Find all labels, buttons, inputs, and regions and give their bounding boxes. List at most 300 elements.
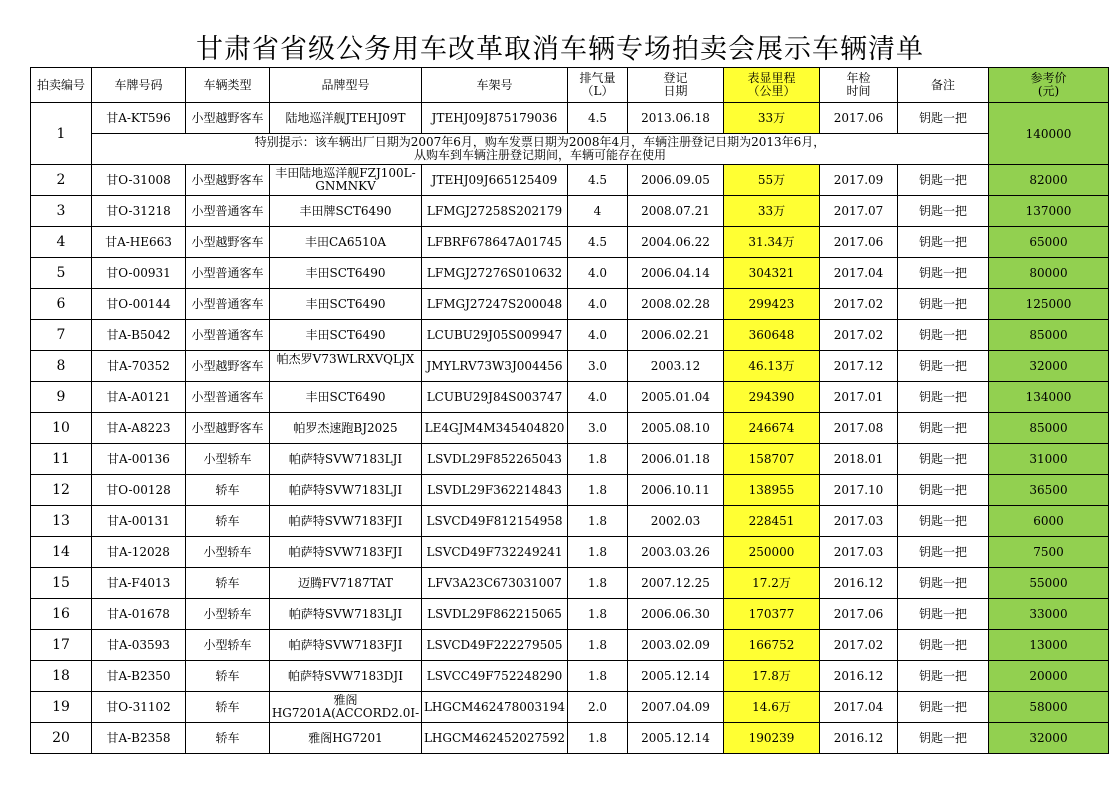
cell-vin: LFBRF678647A01745 <box>422 227 568 258</box>
cell-model <box>270 444 422 475</box>
cell-type-text: 小型普通客车 <box>191 328 264 342</box>
cell-plate: 甘A-01678 <box>92 599 186 630</box>
cell-mile: 299423 <box>724 289 820 320</box>
cell-price: 55000 <box>989 568 1109 599</box>
cell-model <box>270 103 422 134</box>
cell-vin: LSVDL29F362214843 <box>422 475 568 506</box>
cell-plate: 甘O-31008 <box>92 165 186 196</box>
cell-type <box>186 630 270 661</box>
cell-vin: LHGCM462452027592 <box>422 723 568 754</box>
cell-no: 9 <box>31 382 92 413</box>
cell-vin: LFV3A23C673031007 <box>422 568 568 599</box>
cell-model-text: 帕萨特SVW7183LJI <box>288 452 403 466</box>
cell-type-text: 小型越野客车 <box>191 173 264 187</box>
cell-type <box>186 289 270 320</box>
table-row <box>31 475 1109 506</box>
header-model: 品牌型号 <box>270 68 422 103</box>
cell-model <box>270 258 422 289</box>
cell-type-text: 轿车 <box>215 483 240 497</box>
cell-plate: 甘O-31218 <box>92 196 186 227</box>
cell-price: 32000 <box>989 351 1109 382</box>
cell-note: 钥匙一把 <box>898 382 989 413</box>
header-displacement <box>568 68 628 103</box>
cell-reg: 2006.04.14 <box>628 258 724 289</box>
cell-disp: 1.8 <box>568 568 628 599</box>
cell-no: 4 <box>31 227 92 258</box>
cell-plate: 甘A-00136 <box>92 444 186 475</box>
cell-plate: 甘A-HE663 <box>92 227 186 258</box>
cell-disp: 4.0 <box>568 320 628 351</box>
cell-disp: 3.0 <box>568 351 628 382</box>
cell-model <box>270 413 422 444</box>
cell-note: 钥匙一把 <box>898 196 989 227</box>
table-row <box>31 723 1109 754</box>
cell-price: 137000 <box>989 196 1109 227</box>
notice-cell <box>92 134 989 165</box>
header-price-l2: (元) <box>1037 84 1060 98</box>
cell-vin: LFMGJ27258S202179 <box>422 196 568 227</box>
cell-reg: 2005.12.14 <box>628 723 724 754</box>
cell-reg: 2006.06.30 <box>628 599 724 630</box>
cell-vin: LSVCD49F812154958 <box>422 506 568 537</box>
header-inspection-l1: 年检 <box>846 71 871 85</box>
cell-reg: 2008.02.28 <box>628 289 724 320</box>
cell-type <box>186 351 270 382</box>
cell-note: 钥匙一把 <box>898 351 989 382</box>
cell-model-text: 帕萨特SVW7183LJI <box>288 607 403 621</box>
cell-note: 钥匙一把 <box>898 599 989 630</box>
cell-plate: 甘A-B2350 <box>92 661 186 692</box>
cell-type <box>186 382 270 413</box>
cell-type-text: 轿车 <box>215 731 240 745</box>
cell-no: 15 <box>31 568 92 599</box>
cell-type-text: 小型轿车 <box>203 545 252 559</box>
cell-mile: 228451 <box>724 506 820 537</box>
cell-type <box>186 506 270 537</box>
cell-reg: 2005.12.14 <box>628 661 724 692</box>
cell-no: 2 <box>31 165 92 196</box>
cell-mile: 138955 <box>724 475 820 506</box>
cell-type <box>186 568 270 599</box>
table-row <box>31 506 1109 537</box>
cell-note: 钥匙一把 <box>898 506 989 537</box>
cell-model <box>270 661 422 692</box>
cell-mile: 304321 <box>724 258 820 289</box>
cell-note: 钥匙一把 <box>898 630 989 661</box>
cell-type <box>186 413 270 444</box>
cell-reg: 2006.02.21 <box>628 320 724 351</box>
cell-vin: LCUBU29J05S009947 <box>422 320 568 351</box>
cell-plate: 甘A-KT596 <box>92 103 186 134</box>
cell-type-text: 小型普通客车 <box>191 204 264 218</box>
cell-insp: 2017.07 <box>820 196 898 227</box>
cell-disp: 4.0 <box>568 258 628 289</box>
table-row <box>31 382 1109 413</box>
cell-mile: 55万 <box>724 165 820 196</box>
cell-model <box>270 506 422 537</box>
cell-vin: LFMGJ27247S200048 <box>422 289 568 320</box>
cell-reg: 2006.01.18 <box>628 444 724 475</box>
cell-reg: 2006.09.05 <box>628 165 724 196</box>
table-row <box>31 630 1109 661</box>
header-price-l1: 参考价 <box>1030 71 1067 85</box>
header-note: 备注 <box>898 68 989 103</box>
cell-model <box>270 692 422 723</box>
cell-mile: 250000 <box>724 537 820 568</box>
notice-line-2: 从购车到车辆注册登记期间，车辆可能存在使用 <box>413 148 666 162</box>
cell-disp: 1.8 <box>568 506 628 537</box>
cell-disp: 4.5 <box>568 227 628 258</box>
cell-model <box>270 227 422 258</box>
cell-model-text: 帕萨特SVW7183DJI <box>288 669 403 683</box>
header-lot: 拍卖编号 <box>31 68 92 103</box>
cell-plate: 甘A-A8223 <box>92 413 186 444</box>
cell-type-text: 小型越野客车 <box>191 235 264 249</box>
cell-type-text: 小型越野客车 <box>191 111 264 125</box>
cell-plate: 甘O-00144 <box>92 289 186 320</box>
cell-model <box>270 196 422 227</box>
header-inspection-l2: 时间 <box>846 84 871 98</box>
cell-reg: 2003.02.09 <box>628 630 724 661</box>
cell-mile: 31.34万 <box>724 227 820 258</box>
cell-insp: 2017.06 <box>820 599 898 630</box>
cell-plate: 甘A-A0121 <box>92 382 186 413</box>
cell-insp: 2017.02 <box>820 630 898 661</box>
cell-reg: 2002.03 <box>628 506 724 537</box>
cell-plate: 甘A-12028 <box>92 537 186 568</box>
header-mileage <box>724 68 820 103</box>
cell-vin: LSVCD49F732249241 <box>422 537 568 568</box>
table-row <box>31 227 1109 258</box>
table-row <box>31 351 1109 382</box>
cell-note: 钥匙一把 <box>898 413 989 444</box>
cell-no: 18 <box>31 661 92 692</box>
table-row <box>31 196 1109 227</box>
cell-note: 钥匙一把 <box>898 227 989 258</box>
header-plate: 车牌号码 <box>92 68 186 103</box>
cell-note: 钥匙一把 <box>898 320 989 351</box>
cell-model-text: 帕萨特SVW7183FJI <box>288 638 403 652</box>
cell-model <box>270 723 422 754</box>
cell-reg: 2013.06.18 <box>628 103 724 134</box>
cell-model-text: 帕杰罗V73WLRXVQLJX <box>276 353 415 366</box>
cell-note: 钥匙一把 <box>898 568 989 599</box>
table-row <box>31 103 1109 134</box>
cell-insp: 2016.12 <box>820 723 898 754</box>
cell-type-text: 轿车 <box>215 669 240 683</box>
cell-price: 33000 <box>989 599 1109 630</box>
cell-plate: 甘O-00931 <box>92 258 186 289</box>
cell-price: 58000 <box>989 692 1109 723</box>
cell-model <box>270 630 422 661</box>
cell-type <box>186 320 270 351</box>
cell-price: 85000 <box>989 413 1109 444</box>
cell-reg: 2007.04.09 <box>628 692 724 723</box>
cell-no: 14 <box>31 537 92 568</box>
cell-no: 10 <box>31 413 92 444</box>
cell-model-text: 帕罗杰速跑BJ2025 <box>293 421 398 435</box>
cell-model-text: 帕萨特SVW7183FJI <box>288 514 403 528</box>
header-mileage-l2: （公里） <box>747 84 796 98</box>
cell-vin: LCUBU29J84S003747 <box>422 382 568 413</box>
cell-model <box>270 382 422 413</box>
cell-mile: 17.8万 <box>724 661 820 692</box>
table-row <box>31 568 1109 599</box>
cell-reg: 2003.12 <box>628 351 724 382</box>
cell-price: 134000 <box>989 382 1109 413</box>
cell-reg: 2005.01.04 <box>628 382 724 413</box>
cell-disp: 1.8 <box>568 661 628 692</box>
cell-model-text: 帕萨特SVW7183FJI <box>288 545 403 559</box>
cell-type <box>186 692 270 723</box>
cell-type <box>186 661 270 692</box>
cell-no: 16 <box>31 599 92 630</box>
cell-price: 13000 <box>989 630 1109 661</box>
cell-type <box>186 227 270 258</box>
cell-note: 钥匙一把 <box>898 444 989 475</box>
cell-model <box>270 537 422 568</box>
table-row <box>31 413 1109 444</box>
vehicle-table <box>30 67 1109 754</box>
cell-type-text: 小型轿车 <box>203 607 252 621</box>
header-displacement-l1: 排气量 <box>579 71 616 85</box>
cell-type-text: 小型越野客车 <box>191 421 264 435</box>
cell-insp: 2017.04 <box>820 258 898 289</box>
cell-model-text: 丰田SCT6490 <box>305 390 386 404</box>
cell-model-text: 雅阁HG7201 <box>308 731 383 745</box>
cell-vin: LSVDL29F852265043 <box>422 444 568 475</box>
header-type: 车辆类型 <box>186 68 270 103</box>
cell-type-text: 小型轿车 <box>203 452 252 466</box>
cell-disp: 4.5 <box>568 165 628 196</box>
cell-price: 31000 <box>989 444 1109 475</box>
cell-plate: 甘A-B5042 <box>92 320 186 351</box>
cell-no: 19 <box>31 692 92 723</box>
cell-disp: 1.8 <box>568 723 628 754</box>
cell-mile: 190239 <box>724 723 820 754</box>
table-row <box>31 599 1109 630</box>
cell-price: 82000 <box>989 165 1109 196</box>
cell-insp: 2016.12 <box>820 661 898 692</box>
cell-disp: 2.0 <box>568 692 628 723</box>
cell-insp: 2018.01 <box>820 444 898 475</box>
cell-plate: 甘A-03593 <box>92 630 186 661</box>
cell-plate: 甘A-70352 <box>92 351 186 382</box>
cell-model <box>270 351 422 382</box>
cell-model <box>270 599 422 630</box>
table-row <box>31 258 1109 289</box>
cell-type-text: 小型普通客车 <box>191 390 264 404</box>
cell-plate: 甘A-00131 <box>92 506 186 537</box>
header-inspection <box>820 68 898 103</box>
cell-reg: 2004.06.22 <box>628 227 724 258</box>
cell-note: 钥匙一把 <box>898 289 989 320</box>
cell-insp: 2017.01 <box>820 382 898 413</box>
cell-mile: 14.6万 <box>724 692 820 723</box>
cell-reg: 2007.12.25 <box>628 568 724 599</box>
cell-price: 32000 <box>989 723 1109 754</box>
cell-disp: 1.8 <box>568 475 628 506</box>
cell-price: 20000 <box>989 661 1109 692</box>
cell-reg: 2005.08.10 <box>628 413 724 444</box>
cell-mile: 33万 <box>724 103 820 134</box>
cell-model-text: 丰田CA6510A <box>304 235 387 249</box>
cell-no: 13 <box>31 506 92 537</box>
cell-no: 17 <box>31 630 92 661</box>
cell-vin: JTEHJ09J875179036 <box>422 103 568 134</box>
cell-note: 钥匙一把 <box>898 692 989 723</box>
cell-disp: 3.0 <box>568 413 628 444</box>
cell-vin: LFMGJ27276S010632 <box>422 258 568 289</box>
cell-note: 钥匙一把 <box>898 475 989 506</box>
cell-insp: 2017.03 <box>820 506 898 537</box>
cell-plate: 甘A-B2358 <box>92 723 186 754</box>
cell-price: 65000 <box>989 227 1109 258</box>
cell-vin: LSVCC49F752248290 <box>422 661 568 692</box>
header-row <box>31 68 1109 103</box>
cell-vin: LSVDL29F862215065 <box>422 599 568 630</box>
cell-model <box>270 289 422 320</box>
cell-mile: 360648 <box>724 320 820 351</box>
cell-model <box>270 475 422 506</box>
cell-vin: JMYLRV73W3J004456 <box>422 351 568 382</box>
cell-insp: 2017.09 <box>820 165 898 196</box>
cell-reg: 2006.10.11 <box>628 475 724 506</box>
cell-disp: 1.8 <box>568 599 628 630</box>
cell-note: 钥匙一把 <box>898 723 989 754</box>
cell-plate: 甘A-F4013 <box>92 568 186 599</box>
cell-type-text: 小型普通客车 <box>191 266 264 280</box>
cell-model-text: 丰田SCT6490 <box>305 266 386 280</box>
cell-type <box>186 258 270 289</box>
cell-note: 钥匙一把 <box>898 165 989 196</box>
cell-model-text: 丰田陆地巡洋舰FZJ100L-GNMNKV <box>275 167 416 193</box>
cell-model-text: 迈腾FV7187TAT <box>298 576 393 590</box>
cell-type <box>186 537 270 568</box>
cell-model <box>270 165 422 196</box>
cell-type <box>186 103 270 134</box>
cell-no: 7 <box>31 320 92 351</box>
cell-disp: 1.8 <box>568 537 628 568</box>
cell-type <box>186 165 270 196</box>
header-price <box>989 68 1109 103</box>
cell-insp: 2017.03 <box>820 537 898 568</box>
cell-mile: 166752 <box>724 630 820 661</box>
cell-type <box>186 444 270 475</box>
cell-no: 12 <box>31 475 92 506</box>
cell-insp: 2017.02 <box>820 289 898 320</box>
cell-type-text: 轿车 <box>215 514 240 528</box>
cell-note: 钥匙一把 <box>898 661 989 692</box>
table-row <box>31 661 1109 692</box>
cell-type <box>186 475 270 506</box>
cell-no: 8 <box>31 351 92 382</box>
cell-model-text: 陆地巡洋舰JTEHJ09T <box>285 111 406 125</box>
cell-disp: 4.0 <box>568 382 628 413</box>
cell-insp: 2017.10 <box>820 475 898 506</box>
cell-price: 6000 <box>989 506 1109 537</box>
cell-vin: JTEHJ09J665125409 <box>422 165 568 196</box>
cell-model-text: 雅阁HG7201A(ACCORD2.0I- <box>271 694 420 720</box>
cell-mile: 158707 <box>724 444 820 475</box>
cell-disp: 1.8 <box>568 630 628 661</box>
cell-type <box>186 599 270 630</box>
cell-type-text: 轿车 <box>215 700 240 714</box>
cell-price: 125000 <box>989 289 1109 320</box>
cell-insp: 2016.12 <box>820 568 898 599</box>
cell-mile: 33万 <box>724 196 820 227</box>
cell-disp: 4 <box>568 196 628 227</box>
cell-price: 36500 <box>989 475 1109 506</box>
header-mileage-l1: 表显里程 <box>747 71 796 85</box>
cell-type-text: 小型普通客车 <box>191 297 264 311</box>
cell-model-text: 丰田SCT6490 <box>305 297 386 311</box>
cell-price: 7500 <box>989 537 1109 568</box>
cell-no: 1 <box>31 103 92 165</box>
cell-plate: 甘O-00128 <box>92 475 186 506</box>
cell-vin: LSVCD49F222279505 <box>422 630 568 661</box>
cell-mile: 294390 <box>724 382 820 413</box>
cell-no: 6 <box>31 289 92 320</box>
cell-no: 11 <box>31 444 92 475</box>
cell-insp: 2017.06 <box>820 103 898 134</box>
cell-no: 3 <box>31 196 92 227</box>
cell-vin: LE4GJM4M345404820 <box>422 413 568 444</box>
table-row <box>31 320 1109 351</box>
cell-price: 85000 <box>989 320 1109 351</box>
cell-model-text: 丰田SCT6490 <box>305 328 386 342</box>
header-displacement-l2: （L） <box>581 84 614 98</box>
cell-insp: 2017.06 <box>820 227 898 258</box>
cell-reg: 2003.03.26 <box>628 537 724 568</box>
cell-mile: 46.13万 <box>724 351 820 382</box>
cell-note: 钥匙一把 <box>898 537 989 568</box>
cell-disp: 4.0 <box>568 289 628 320</box>
notice-line-1: 特别提示：该车辆出厂日期为2007年6月，购车发票日期为2008年4月，车辆注册登记日期为2013年6月， <box>254 135 826 149</box>
header-registration-l1: 登记 <box>663 71 688 85</box>
cell-insp: 2017.04 <box>820 692 898 723</box>
cell-mile: 170377 <box>724 599 820 630</box>
table-row <box>31 165 1109 196</box>
cell-no: 20 <box>31 723 92 754</box>
cell-type <box>186 196 270 227</box>
cell-disp: 1.8 <box>568 444 628 475</box>
header-registration-l2: 日期 <box>663 84 688 98</box>
cell-type-text: 小型越野客车 <box>191 359 264 373</box>
cell-model-text: 丰田牌SCT6490 <box>299 204 392 218</box>
cell-note: 钥匙一把 <box>898 103 989 134</box>
cell-insp: 2017.08 <box>820 413 898 444</box>
header-registration <box>628 68 724 103</box>
cell-model <box>270 320 422 351</box>
cell-plate: 甘O-31102 <box>92 692 186 723</box>
cell-insp: 2017.02 <box>820 320 898 351</box>
table-row <box>31 692 1109 723</box>
header-vin: 车架号 <box>422 68 568 103</box>
cell-model <box>270 568 422 599</box>
notice-row <box>31 134 1109 165</box>
cell-mile: 246674 <box>724 413 820 444</box>
table-row <box>31 289 1109 320</box>
table-row <box>31 444 1109 475</box>
cell-disp: 4.5 <box>568 103 628 134</box>
cell-insp: 2017.12 <box>820 351 898 382</box>
cell-type-text: 小型轿车 <box>203 638 252 652</box>
cell-price: 140000 <box>989 103 1109 165</box>
cell-mile: 17.2万 <box>724 568 820 599</box>
cell-no: 5 <box>31 258 92 289</box>
cell-type-text: 轿车 <box>215 576 240 590</box>
